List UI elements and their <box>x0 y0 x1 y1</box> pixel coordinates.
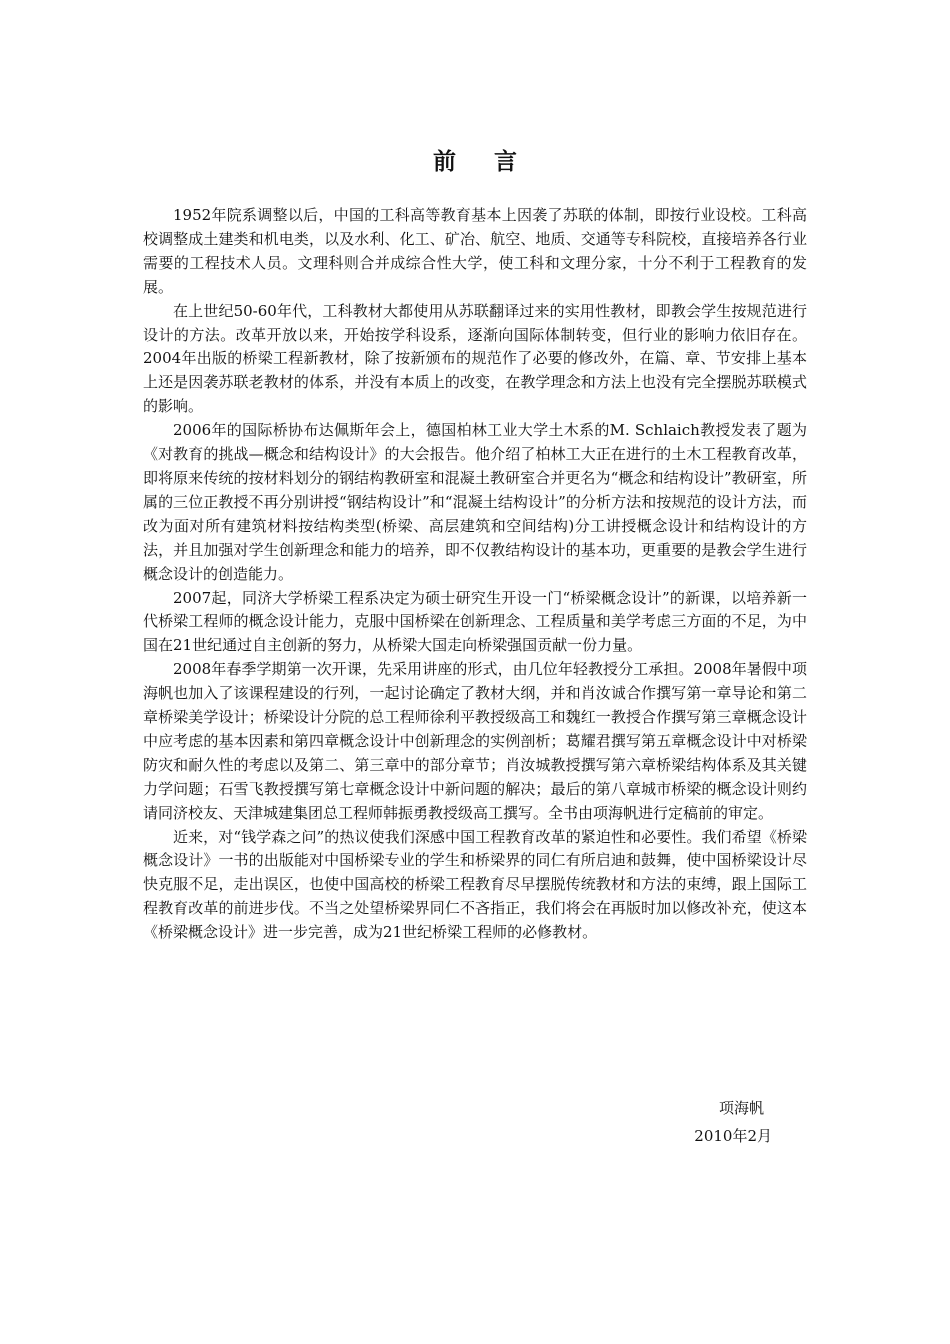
title-char-1: 前 <box>433 148 456 175</box>
paragraph-1: 1952年院系调整以后，中国的工科高等教育基本上因袭了苏联的体制，即按行业设校。工科高校调整成土建类和机电类，以及水利、化工、矿冶、航空、地质、交通等专科院校，直接培养各行业需要的工程技术人员。文理科则合并成综合性大学，使工科和文理分家，十分不利于工程教育的发展。 <box>143 206 807 296</box>
paragraph-4: 2007起，同济大学桥梁工程系决定为硕士研究生开设一门“桥梁概念设计”的新课，以培养新一代桥梁工程师的概念设计能力，克服中国桥梁在创新理念、工程质量和美学考虑三方面的不足，为中国在21世纪通过自主创新的努力，从桥梁大国走向桥梁强国贡献一份力量。 <box>143 588 807 655</box>
title-char-2: 言 <box>494 148 517 175</box>
paragraph-3: 2006年的国际桥协布达佩斯年会上，德国柏林工业大学土木系的M. Schlaich教授发表了题为《对教育的挑战—概念和结构设计》的大会报告。他介绍了柏林工大正在进行的土木工程教育改革，即将原来传统的按材料划分的钢结构教研室和混凝土教研室合并更名为“概念和结构设计”教研室，所属的三位正教授不再分别讲授“钢结构设计”和“混凝土结构设计”的分析方法和按规范的设计方法，而改为面对所有建筑材料按结构类型(桥梁、高层建筑和空间结构)分工讲授概念设计和结构设计的方法，并且加强对学生创新理念和能力的培养，即不仅教结构设计的基本功，更重要的是教会学生进行概念设计的创造能力。 <box>143 421 807 583</box>
author-name: 项海帆 <box>718 1099 764 1117</box>
page-title <box>0 143 950 176</box>
paragraph-6: 近来，对“钱学森之问”的热议使我们深感中国工程教育改革的紧迫性和必要性。我们希望《桥梁概念设计》一书的出版能对中国桥梁专业的学生和桥梁界的同仁有所启迪和鼓舞，使中国桥梁设计尽快克服不足，走出误区，也使中国高校的桥梁工程教育尽早摆脱传统教材和方法的束缚，跟上国际工程教育改革的前进步伐。不当之处望桥梁界同仁不吝指正，我们将会在再版时加以修改补充，使这本《桥梁概念设计》进一步完善，成为21世纪桥梁工程师的必修教材。 <box>143 827 807 942</box>
signature-block <box>694 1094 772 1150</box>
preface-body <box>143 204 807 945</box>
paragraph-2: 在上世纪50-60年代，工科教材大都使用从苏联翻译过来的实用性教材，即教会学生按规范进行设计的方法。改革开放以来，开始按学科设系，逐渐向国际体制转变，但行业的影响力依旧存在。2004年出版的桥梁工程新教材，除了按新颁布的规范作了必要的修改外，在篇、章、节安排上基本上还是因袭苏联老教材的体系，并没有本质上的改变，在教学理念和方法上也没有完全摆脱苏联模式的影响。 <box>143 301 807 416</box>
paragraph-5: 2008年春季学期第一次开课，先采用讲座的形式，由几位年轻教授分工承担。2008年暑假中项海帆也加入了该课程建设的行列，一起讨论确定了教材大纲，并和肖汝诚合作撰写第一章导论和第二章桥梁美学设计；桥梁设计分院的总工程师徐利平教授级高工和魏红一教授合作撰写第三章概念设计中应考虑的基本因素和第四章概念设计中创新理念的实例剖析；葛耀君撰写第五章概念设计中对桥梁防灾和耐久性的考虑以及第二、第三章中的部分章节；肖汝城教授撰写第六章桥梁结构体系及其关键力学问题；石雪飞教授撰写第七章概念设计中新问题的解决；最后的第八章城市桥梁的概念设计则约请同济校友、天津城建集团总工程师韩振勇教授级高工撰写。全书由项海帆进行定稿前的审定。 <box>143 660 807 822</box>
signature-date: 2010年2月 <box>694 1127 772 1145</box>
